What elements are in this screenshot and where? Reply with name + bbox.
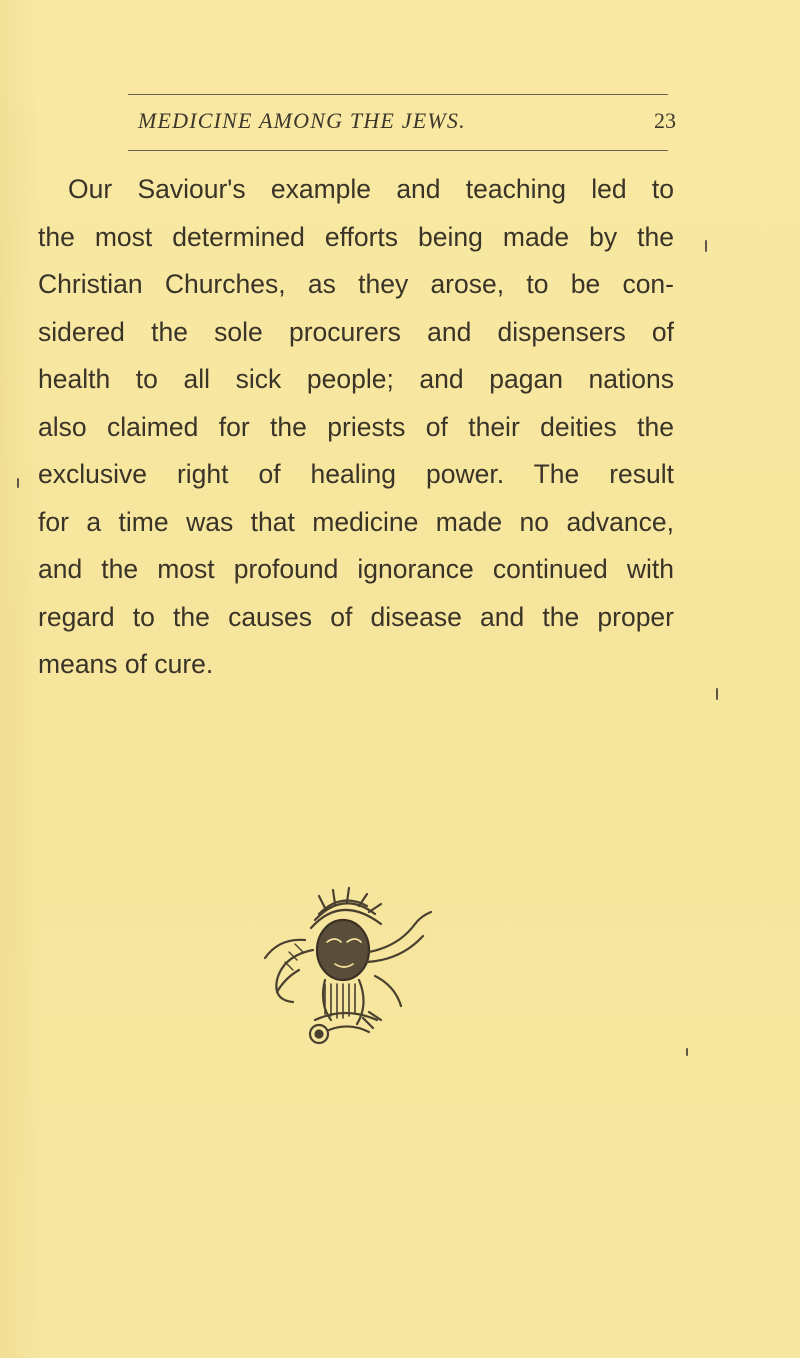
text-line: for a time was that medicine made no advance, <box>38 506 674 537</box>
text-line: sidered the sole procurers and dispensers of <box>38 316 674 347</box>
running-title: MEDICINE AMONG THE JEWS. <box>138 108 466 133</box>
paper-speck <box>17 478 19 488</box>
paper-speck <box>705 240 707 252</box>
text-line: the most determined efforts being made by the <box>38 221 674 252</box>
text-line: exclusive right of healing power. The result <box>38 459 674 489</box>
header-rule-top <box>128 94 668 95</box>
text-line: health to all sick people; and pagan nations <box>38 364 674 394</box>
text-line: regard to the causes of disease and the proper <box>38 601 674 632</box>
tailpiece-ornament-icon <box>255 880 435 1050</box>
page-number: 23 <box>654 108 676 133</box>
paragraph <box>38 166 674 689</box>
header-rule-bottom <box>128 150 668 151</box>
text-line: and the most profound ignorance continued with <box>38 554 674 584</box>
text-line: also claimed for the priests of their deities the <box>38 411 674 442</box>
paper-speck <box>716 688 718 700</box>
paper-speck <box>686 1048 688 1056</box>
text-line: Christian Churches, as they arose, to be con- <box>38 269 674 299</box>
page-header <box>128 108 676 140</box>
text-line: means of cure. <box>38 649 214 679</box>
text-line: Our Saviour's example and teaching led to <box>68 174 674 204</box>
